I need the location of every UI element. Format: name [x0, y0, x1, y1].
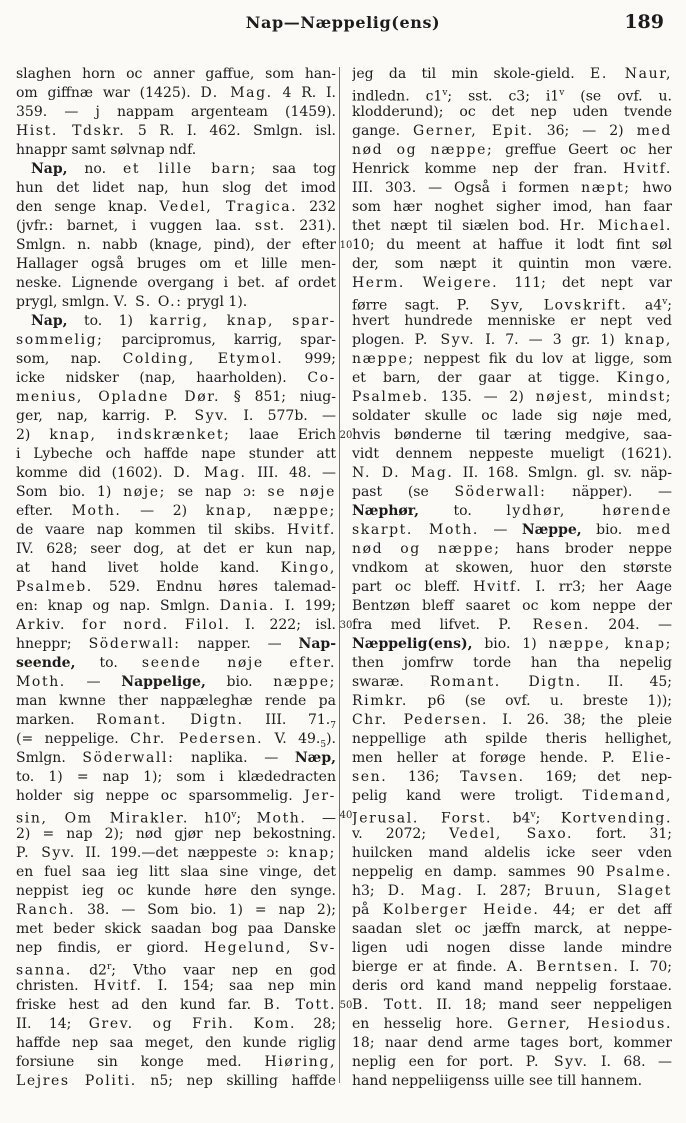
line-number: 10 — [339, 240, 353, 251]
text-line: huilcken mand aldelis icke seer vden — [352, 845, 672, 861]
text-line: sommelig; parcipromus, karrig, spar- — [16, 332, 336, 348]
text-line: (jvfr.: barnet, i vuggen laa. sst. 231). — [16, 218, 336, 234]
text-line: Næppelig(ens), bio. 1) næppe, knap; — [352, 636, 672, 652]
text-line: nød og næppe; greffue Geert oc her — [352, 142, 672, 158]
text-line: Lejres Politi. n5; nep skilling haffde — [16, 1073, 336, 1089]
text-line: Chr. Pedersen. I. 26. 38; the pleie — [352, 712, 672, 728]
text-line: thet næpt til siælen bod. Hr. Michael. — [352, 218, 672, 234]
text-line: jeg da til min skole-gield. E. Naur, — [352, 66, 672, 82]
text-line: hvert hundrede menniske er nept ved — [352, 313, 672, 329]
text-line: forsiune sin konge med. Hiøring, — [16, 1054, 336, 1070]
text-line: Næphør, to. lydhør, hørende — [352, 503, 672, 519]
text-line: bierge er at finde. A. Berntsen. I. 70; — [352, 959, 672, 975]
text-line: den senge knap. Vedel, Tragica. 232 — [16, 199, 336, 215]
line-number: 30 — [339, 620, 353, 631]
text-line: met beder skick saadan bog paa Danske — [16, 921, 336, 937]
page-body — [0, 61, 686, 1091]
text-line: III. 303. — Også i formen næpt; hwo — [352, 180, 672, 196]
text-line: at hand livet holde kand. Kingo, — [16, 560, 336, 576]
text-line: i Lybeche och haffde nape stunder att — [16, 446, 336, 462]
text-line: en: knap og nap. Smlgn. Dania. I. 199; — [16, 598, 336, 614]
text-line: gange. Gerner, Epit. 36; — 2) med — [352, 123, 672, 139]
text-line: N. D. Mag. II. 168. Smlgn. gl. sv. näp- — [352, 465, 672, 481]
running-title: Nap—Næppelig(ens) — [245, 13, 441, 32]
text-line: v. 2072; Vedel, Saxo. fort. 31; — [352, 826, 672, 842]
text-line: 359. — j nappam argenteam (1459). — [16, 104, 336, 120]
text-line: om giffnæ war (1425). D. Mag. 4 R. I. — [16, 85, 336, 101]
text-line: på Kolberger Heide. 44; er det aff — [352, 902, 672, 918]
text-line: IV. 628; seer dog, at det er kun nap, — [16, 541, 336, 557]
text-line: past (se Söderwall: näpper). — — [352, 484, 672, 500]
text-line: Arkiv. for nord. Filol. I. 222; isl. — [16, 617, 336, 633]
text-line: hneppr; Söderwall: napper. — Nap- — [16, 636, 336, 652]
page-number: 189 — [624, 11, 664, 33]
text-line: haffde nep saa meget, den kunde riglig — [16, 1035, 336, 1051]
text-line: holder sig neppe oc sparsommelig. Jer- — [16, 788, 336, 804]
text-line: der, som næpt it quintin mon være. — [352, 256, 672, 272]
text-line: sin, Om Mirakler. h10$^v$; Moth. — — [16, 810, 336, 825]
text-line: Moth. — Nappelige, bio. næppe; — [16, 674, 336, 690]
text-line: neppelig en damp. sammes 90 Psalme. — [352, 864, 672, 880]
text-line: P. Syv. II. 199.—det næppeste ɔ: knap; — [16, 845, 336, 861]
text-line: friske hest ad den kund far. B. Tott. — [16, 997, 336, 1013]
text-line: sen. 136; Tavsen. 169; det nep- — [352, 769, 672, 785]
text-line: Hallager også bruges om et lille men- — [16, 256, 336, 272]
text-line: en fuel saa ieg litt slaa sine vinge, det — [16, 864, 336, 880]
column-divider — [339, 67, 340, 1083]
text-line: Bentzøn bleff saaret oc kom neppe der — [352, 598, 672, 614]
gutter — [336, 65, 352, 1091]
text-line: klodderund); oc det nep uden tvende — [352, 104, 672, 120]
text-line: h3; D. Mag. I. 287; Bruun, Slaget — [352, 883, 672, 899]
text-line: hnappr samt sølvnap ndf. — [16, 142, 197, 158]
text-line: 2) = nap 2); nød gjør nep bekostning. — [16, 826, 336, 842]
text-line: Nap, to. 1) karrig, knap, spar- — [31, 313, 336, 329]
text-line: 10; du meent at haffue it lodt fint søl — [352, 237, 672, 253]
text-line: part oc bleff. Hvitf. I. rr3; her Aage — [352, 579, 672, 595]
text-line: deris ord kand mand neppelig forstaae. — [352, 978, 672, 994]
text-line: Psalmeb. 529. Endnu høres talemad- — [16, 579, 336, 595]
text-line: Smlgn. n. nabb (knage, pind), der efter — [16, 237, 336, 253]
text-line: nep findis, er giord. Hegelund, Sv- — [16, 940, 336, 956]
text-line: men heller at forøge hende. P. Elie- — [352, 750, 672, 766]
text-line: et barn, der gaar at tigge. Kingo, — [352, 370, 672, 386]
text-line: som hær noghet sigher imod, han faar — [352, 199, 672, 215]
text-line: nød og næppe; hans broder neppe — [352, 541, 672, 557]
text-line: Rimkr. p6 (se ovf. u. breste 1)); — [352, 693, 672, 709]
column-right — [352, 65, 672, 1091]
text-line: (= neppelige. Chr. Pedersen. V. $49._5$). — [16, 731, 336, 749]
text-line: Jerusal. Forst. b4$^v$; Kortvending. — [352, 810, 672, 825]
text-line: Nap, no. et lille barn; saa tog — [31, 161, 336, 177]
text-line: næppe; neppest fik du lov at ligge, som — [352, 351, 672, 367]
text-line: neplig een for port. P. Syv. I. 68. — — [352, 1054, 672, 1070]
page-header — [0, 0, 686, 61]
text-line: efter. Moth. — 2) knap, næppe; — [16, 503, 336, 519]
text-line: 18; naar dend arme tages bort, kommer — [352, 1035, 672, 1051]
text-line: prygl, smlgn. V. S. O.: prygl 1). — [16, 294, 248, 310]
text-line: førre sagt. P. Syv, Lovskrift. a4$^v$; — [352, 297, 672, 312]
text-line: hun det lidet nap, hun slog det imod — [16, 180, 336, 196]
text-line: soldater skulle oc lade sig nøje med, — [352, 408, 672, 424]
text-line: II. 14; Grev. og Frih. Kom. 28; — [16, 1016, 336, 1032]
text-line: fra med lifvet. P. Resen. 204. — — [352, 617, 672, 633]
text-line: Hist. Tdskr. 5 R. I. 462. Smlgn. isl. — [16, 123, 336, 139]
text-line: to. 1) = nap 1); som i klædedracten — [16, 769, 336, 785]
text-line: Som bio. 1) nøje; se nap ɔ: se nøje — [16, 484, 336, 500]
text-line: pelig kand were troligt. Tidemand, — [352, 788, 672, 804]
text-line: Psalmeb. 135. — 2) nøjest, mindst; — [352, 389, 672, 405]
text-line: Ranch. 38. — Som bio. 1) = nap 2); — [16, 902, 336, 918]
line-number: 40 — [339, 810, 353, 821]
text-line: neppist ieg oc kunde høre den synge. — [16, 883, 336, 899]
text-line: swaræ. Romant. Digtn. II. 45; — [352, 674, 672, 690]
text-line: saadan slet oc jæffn marck, at neppe- — [352, 921, 672, 937]
text-line: marken. Romant. Digtn. III. $71._7$ — [16, 712, 336, 730]
text-line: neske. Lignende overgang i bet. af ordet — [16, 275, 336, 291]
text-line: komme did (1602). D. Mag. III. 48. — — [16, 465, 336, 481]
text-line: plogen. P. Syv. I. 7. — 3 gr. 1) knap, — [352, 332, 672, 348]
line-number: 50 — [339, 1000, 353, 1011]
text-line: hvis bønderne til tæring medgive, saa- — [352, 427, 672, 443]
text-line: B. Tott. II. 18; mand seer neppeligen — [352, 997, 672, 1013]
text-line: de vaare nap kommen til skibs. Hvitf. — [16, 522, 336, 538]
column-left — [16, 65, 336, 1091]
text-line: hand neppeliigenss uille see till hannem. — [352, 1073, 643, 1089]
text-line: then jomfrw torde han tha nepelig — [352, 655, 672, 671]
text-line: indledn. c1$^v$; sst. c3; i1$^v$ (se ovf. u. — [352, 88, 672, 103]
text-line: skarpt. Moth. — Næppe, bio. med — [352, 522, 672, 538]
text-line: ligen udi nogen disse lande mindre — [352, 940, 672, 956]
text-line: vndkom at skowen, huor den største — [352, 560, 672, 576]
text-line: Henrick komme nep der fran. Hvitf. — [352, 161, 672, 177]
text-line: Herm. Weigere. 111; det nept var — [352, 275, 672, 291]
text-line: vidt dennem neppeste mueligt (1621). — [352, 446, 672, 462]
text-line: Smlgn. Söderwall: naplika. — Næp, — [16, 750, 336, 766]
text-line: menius, Opladne Dør. § 851; niug- — [16, 389, 336, 405]
text-line: christen. Hvitf. I. 154; saa nep min — [16, 978, 336, 994]
text-line: ger, nap, karrig. P. Syv. I. 577b. — — [16, 408, 336, 424]
text-line: en hesselig hore. Gerner, Hesiodus. — [352, 1016, 672, 1032]
line-number: 20 — [339, 430, 353, 441]
text-line: slaghen horn oc anner gaffue, som han- — [16, 66, 336, 82]
text-line: sanna. d2$^r$; Vtho vaar nep en god — [16, 962, 336, 977]
text-line: som, nap. Colding, Etymol. 999; — [16, 351, 336, 367]
text-line: 2) knap, indskrænket; laae Erich — [16, 427, 336, 443]
text-line: seende, to. seende nøje efter. — [16, 655, 336, 671]
text-line: neppellige ath spilde theris hellighet, — [352, 731, 672, 747]
text-line: man kwnne ther nappæleghæ rende pa — [16, 693, 336, 709]
text-line: icke nidsker (nap, haarholden). Co- — [16, 370, 336, 386]
